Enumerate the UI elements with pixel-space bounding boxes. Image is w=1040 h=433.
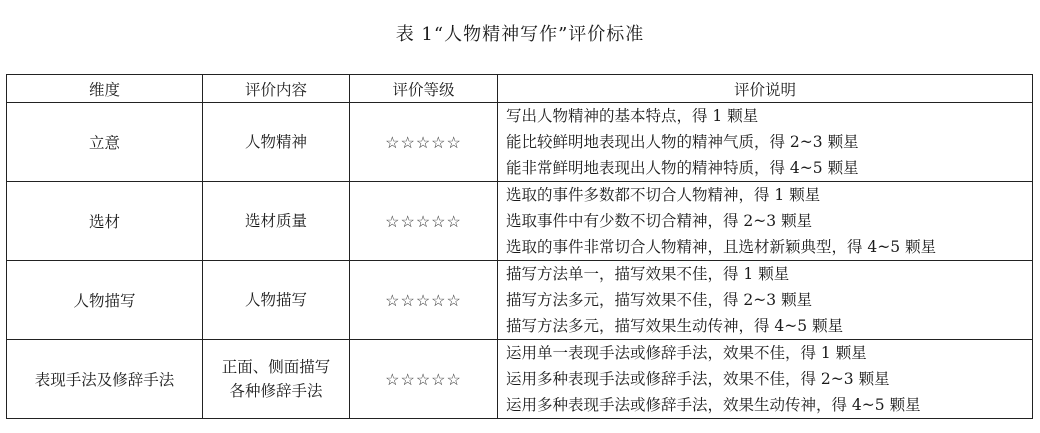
description-line: 描写方法多元，描写效果生动传神，得 4~5 颗星 — [506, 317, 844, 335]
table-caption: 表 1“人物精神写作”评价标准 — [395, 24, 645, 45]
description-line: 描写方法单一，描写效果不佳，得 1 颗星 — [506, 265, 790, 283]
content-cell — [203, 340, 350, 419]
table-header — [7, 75, 1033, 103]
rating-stars: ☆☆☆☆☆ — [350, 182, 498, 261]
description-line: 选取的事件非常切合人物精神，且选材新颖典型，得 4~5 颗星 — [506, 238, 937, 256]
description-line: 运用多种表现手法或修辞手法，效果生动传神，得 4~5 颗星 — [506, 396, 921, 414]
description-cell — [498, 182, 1033, 261]
dimension-cell: 表现手法及修辞手法 — [7, 340, 203, 419]
dimension-cell: 选材 — [7, 182, 203, 261]
header-content: 评价内容 — [203, 75, 350, 103]
table-row — [7, 261, 1033, 340]
description-line: 选取事件中有少数不切合精神，得 2~3 颗星 — [506, 212, 813, 230]
evaluation-criteria-table — [6, 74, 1033, 419]
header-dimension: 维度 — [7, 75, 203, 103]
description-line: 写出人物精神的基本特点，得 1 颗星 — [506, 107, 759, 125]
dimension-cell: 立意 — [7, 103, 203, 182]
description-line: 能比较鲜明地表现出人物的精神气质，得 2~3 颗星 — [506, 133, 859, 151]
content-line: 人物精神 — [244, 133, 307, 151]
description-line: 能非常鲜明地表现出人物的精神特质，得 4~5 颗星 — [506, 159, 859, 177]
description-line: 描写方法多元，描写效果不佳，得 2~3 颗星 — [506, 291, 813, 309]
description-line: 运用单一表现手法或修辞手法，效果不佳，得 1 颗星 — [506, 344, 867, 362]
table-body — [7, 103, 1033, 419]
table-row — [7, 103, 1033, 182]
header-rating: 评价等级 — [350, 75, 498, 103]
header-description: 评价说明 — [498, 75, 1033, 103]
content-cell — [203, 261, 350, 340]
table-row — [7, 182, 1033, 261]
description-cell — [498, 103, 1033, 182]
content-cell — [203, 103, 350, 182]
header-row — [7, 75, 1033, 103]
rating-stars: ☆☆☆☆☆ — [350, 103, 498, 182]
dimension-cell: 人物描写 — [7, 261, 203, 340]
content-cell — [203, 182, 350, 261]
content-line: 正面、侧面描写 — [221, 358, 331, 376]
description-line: 选取的事件多数都不切合人物精神，得 1 颗星 — [506, 186, 821, 204]
table-row — [7, 340, 1033, 419]
description-line: 运用多种表现手法或修辞手法，效果不佳，得 2~3 颗星 — [506, 370, 890, 388]
content-line: 各种修辞手法 — [229, 382, 323, 400]
rating-stars: ☆☆☆☆☆ — [350, 340, 498, 419]
content-line: 人物描写 — [244, 291, 307, 309]
content-line: 选材质量 — [244, 212, 307, 230]
description-cell — [498, 261, 1033, 340]
description-cell — [498, 340, 1033, 419]
rating-stars: ☆☆☆☆☆ — [350, 261, 498, 340]
